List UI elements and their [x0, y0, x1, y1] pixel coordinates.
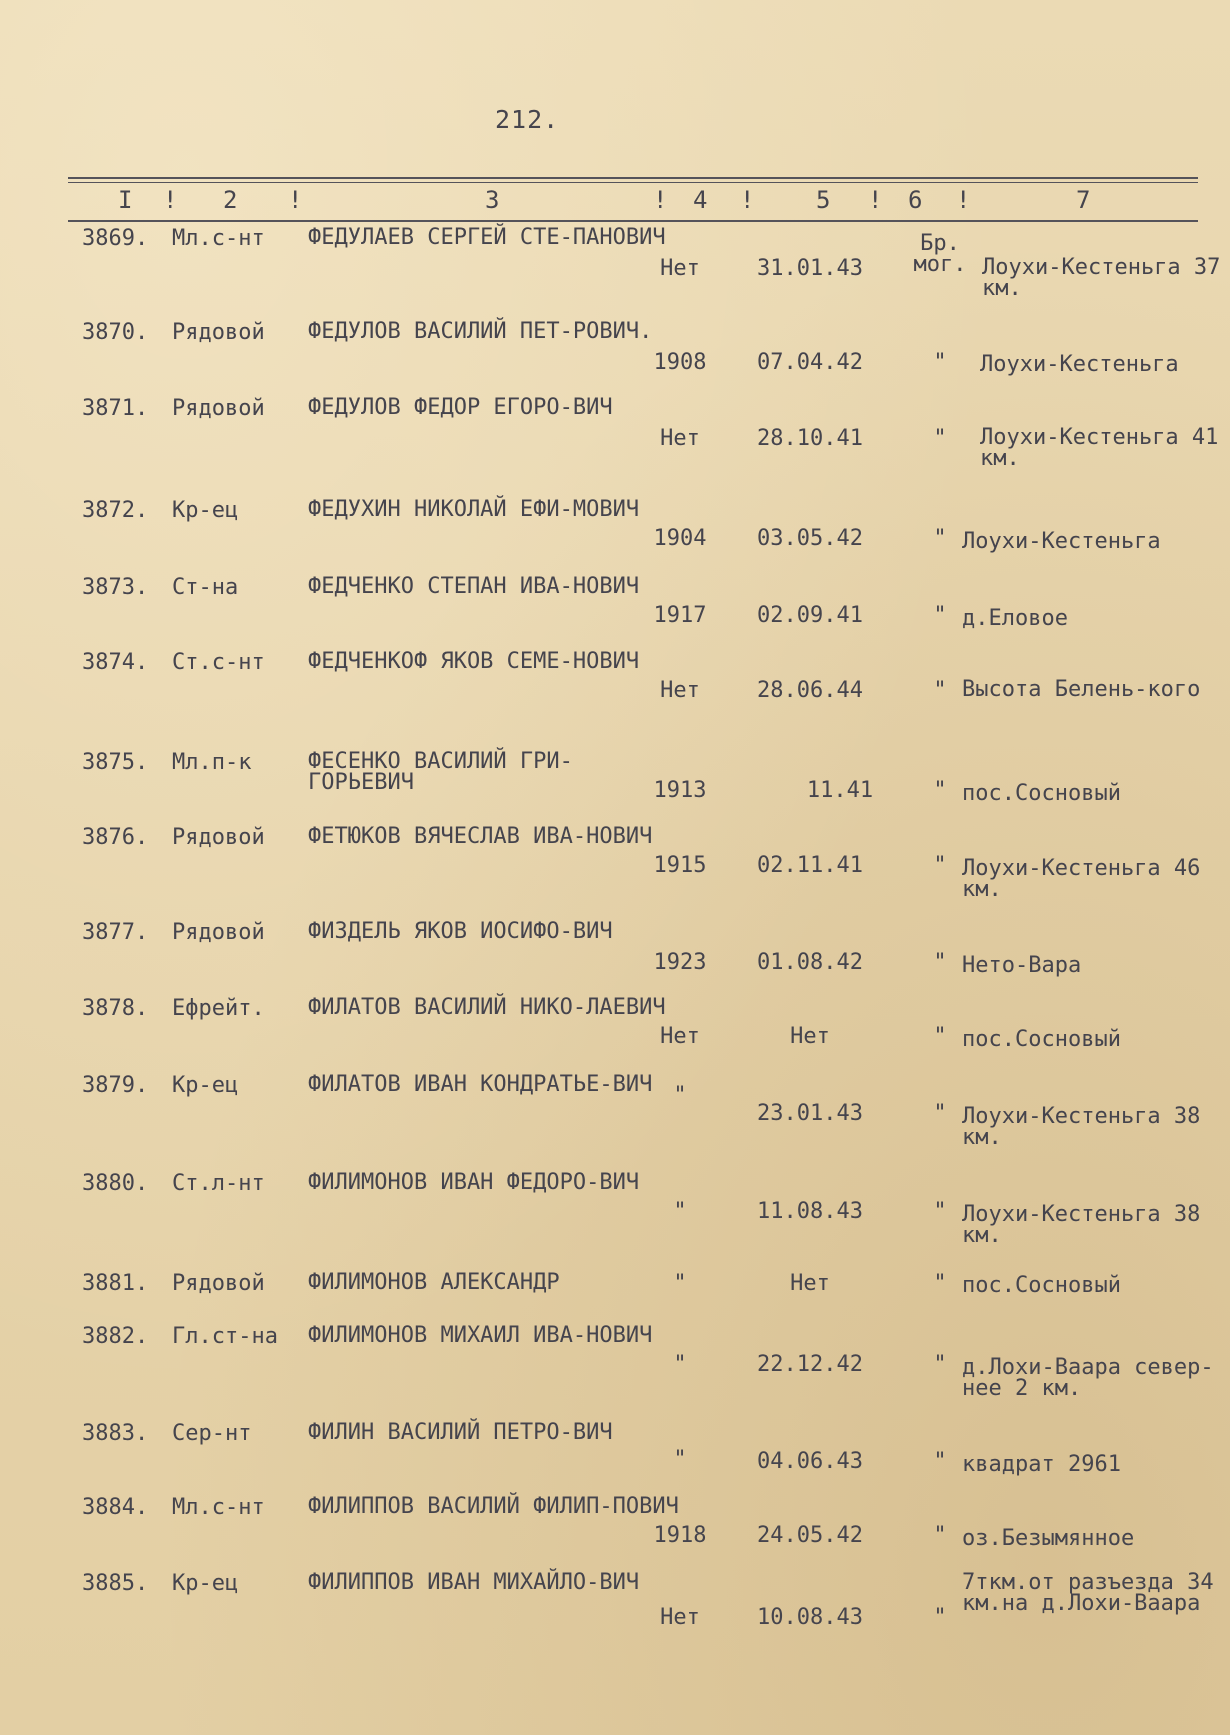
- row-place: пос.Сосновый: [962, 1027, 1121, 1052]
- row-date: 04.06.43: [757, 1449, 863, 1474]
- row-rank: Гл.ст-на: [172, 1324, 278, 1349]
- row-name: ФИЛИМОНОВ МИХАИЛ ИВА-НОВИЧ: [308, 1323, 653, 1348]
- table-header: [68, 184, 1198, 220]
- row-burial: ": [933, 1199, 947, 1224]
- row-year: ": [673, 1352, 687, 1377]
- header-sep-4: !: [740, 186, 755, 214]
- row-year: 1908: [653, 350, 707, 375]
- row-date: 24.05.42: [757, 1523, 863, 1548]
- table-top-rule: [68, 177, 1198, 179]
- row-burial: Бр. мог.: [913, 231, 967, 277]
- row-place: Лоухи-Кестеньга 46 км.: [962, 856, 1201, 902]
- row-name: ФЕДУЛАЕВ СЕРГЕЙ СТЕ-ПАНОВИЧ: [308, 225, 666, 250]
- row-name: ФИЛИППОВ ВАСИЛИЙ ФИЛИП-ПОВИЧ: [308, 1494, 679, 1519]
- row-burial: ": [933, 853, 947, 878]
- row-year: 1913: [653, 778, 707, 803]
- row-rank: Кр-ец: [172, 1571, 239, 1596]
- row-name: ФЕСЕНКО ВАСИЛИЙ ГРИ-ГОРЬЕВИЧ: [308, 749, 573, 795]
- row-name: ФЕДУЛОВ ВАСИЛИЙ ПЕТ-РОВИЧ.: [308, 319, 653, 344]
- header-sep-6: !: [956, 186, 971, 214]
- header-sep-5: !: [868, 186, 883, 214]
- header-col-7: 7: [1076, 186, 1091, 214]
- row-rank: Мл.с-нт: [172, 1495, 265, 1520]
- row-rank: Рядовой: [172, 1271, 265, 1296]
- row-place: Лоухи-Кестеньга 38 км.: [962, 1202, 1201, 1248]
- header-col-2: 2: [223, 186, 238, 214]
- table-header-rule: [68, 220, 1198, 222]
- row-rank: Кр-ец: [172, 1073, 239, 1098]
- row-number: 3881.: [82, 1271, 149, 1296]
- row-burial: ": [933, 1271, 947, 1296]
- row-date: 11.08.43: [757, 1199, 863, 1224]
- row-place: пос.Сосновый: [962, 781, 1121, 806]
- row-year: ": [673, 1447, 687, 1472]
- row-year: 1918: [653, 1523, 707, 1548]
- row-year: 1917: [653, 603, 707, 628]
- row-date: 28.10.41: [757, 426, 863, 451]
- row-date: 23.01.43: [757, 1101, 863, 1126]
- row-place: Лоухи-Кестеньга 37 км.: [982, 255, 1221, 301]
- row-name: ФИЛИМОНОВ ИВАН ФЕДОРО-ВИЧ: [308, 1170, 640, 1195]
- row-number: 3871.: [82, 396, 149, 421]
- row-place: Высота Белень-кого: [962, 677, 1201, 702]
- row-year: 1915: [653, 853, 707, 878]
- header-col-5: 5: [816, 186, 831, 214]
- row-date: 03.05.42: [757, 526, 863, 551]
- header-sep-3: !: [653, 186, 668, 214]
- row-place: д.Еловое: [962, 606, 1068, 631]
- row-year: Нет: [660, 1605, 700, 1630]
- row-burial: ": [933, 426, 947, 451]
- row-rank: Ефрейт.: [172, 996, 265, 1021]
- row-number: 3877.: [82, 920, 149, 945]
- row-year: 1904: [653, 526, 707, 551]
- table-top-rule-thin: [68, 182, 1198, 183]
- row-burial: ": [933, 678, 947, 703]
- row-burial: ": [933, 1024, 947, 1049]
- row-place: квадрат 2961: [962, 1452, 1121, 1477]
- row-date: 01.08.42: [757, 950, 863, 975]
- row-number: 3870.: [82, 320, 149, 345]
- row-date: 02.11.41: [757, 853, 863, 878]
- row-name: ФИЛИППОВ ИВАН МИХАЙЛО-ВИЧ: [308, 1570, 640, 1595]
- row-number: 3875.: [82, 750, 149, 775]
- row-number: 3882.: [82, 1324, 149, 1349]
- row-date: 31.01.43: [757, 256, 863, 281]
- row-name: ФИЛАТОВ ИВАН КОНДРАТЬЕ-ВИЧ: [308, 1072, 653, 1097]
- row-burial: ": [933, 778, 947, 803]
- row-number: 3874.: [82, 650, 149, 675]
- header-sep-2: !: [288, 186, 303, 214]
- row-date: Нет: [790, 1024, 830, 1049]
- row-year: Нет: [660, 678, 700, 703]
- row-year: ": [673, 1199, 687, 1224]
- header-col-4: 4: [693, 186, 708, 214]
- row-date: 07.04.42: [757, 350, 863, 375]
- row-place: д.Лохи-Ваара север-нее 2 км.: [962, 1355, 1214, 1401]
- row-place: оз.Безымянное: [962, 1526, 1135, 1551]
- row-rank: Мл.п-к: [172, 750, 252, 775]
- row-number: 3873.: [82, 575, 149, 600]
- row-year: 1923: [653, 950, 707, 975]
- row-place: Лоухи-Кестеньга 41 км.: [980, 425, 1219, 471]
- row-year: ": [673, 1271, 687, 1296]
- row-name: ФЕТЮКОВ ВЯЧЕСЛАВ ИВА-НОВИЧ: [308, 824, 653, 849]
- row-number: 3869.: [82, 226, 149, 251]
- row-burial: ": [933, 1101, 947, 1126]
- row-rank: Ст.л-нт: [172, 1171, 265, 1196]
- row-rank: Сер-нт: [172, 1421, 252, 1446]
- row-year: ": [673, 1083, 687, 1108]
- row-rank: Ст-на: [172, 575, 239, 600]
- row-burial: ": [933, 350, 947, 375]
- page-number: 212.: [495, 105, 560, 134]
- row-rank: Рядовой: [172, 396, 265, 421]
- row-rank: Кр-ец: [172, 498, 239, 523]
- row-name: ФЕДУХИН НИКОЛАЙ ЕФИ-МОВИЧ: [308, 497, 640, 522]
- row-number: 3872.: [82, 498, 149, 523]
- row-number: 3885.: [82, 1571, 149, 1596]
- row-year: Нет: [660, 1024, 700, 1049]
- row-number: 3880.: [82, 1171, 149, 1196]
- row-name: ФИЛАТОВ ВАСИЛИЙ НИКО-ЛАЕВИЧ: [308, 995, 666, 1020]
- row-rank: Мл.с-нт: [172, 226, 265, 251]
- row-rank: Ст.с-нт: [172, 650, 265, 675]
- row-name: ФЕДУЛОВ ФЕДОР ЕГОРО-ВИЧ: [308, 395, 613, 420]
- row-burial: ": [933, 1605, 947, 1630]
- row-number: 3878.: [82, 996, 149, 1021]
- row-burial: ": [933, 526, 947, 551]
- row-name: ФЕДЧЕНКО СТЕПАН ИВА-НОВИЧ: [308, 574, 640, 599]
- header-col-1: I: [118, 186, 133, 214]
- row-rank: Рядовой: [172, 320, 265, 345]
- header-sep-1: !: [163, 186, 178, 214]
- row-place: Лоухи-Кестеньга 38 км.: [962, 1104, 1201, 1150]
- row-place: Нето-Вара: [962, 953, 1082, 978]
- row-name: ФИЛИН ВАСИЛИЙ ПЕТРО-ВИЧ: [308, 1420, 613, 1445]
- row-burial: ": [933, 1523, 947, 1548]
- row-rank: Рядовой: [172, 825, 265, 850]
- row-place: Лоухи-Кестеньга: [962, 529, 1161, 554]
- row-date: 28.06.44: [757, 678, 863, 703]
- row-number: 3876.: [82, 825, 149, 850]
- row-place: пос.Сосновый: [962, 1273, 1121, 1298]
- row-date: 11.41: [806, 778, 874, 803]
- row-burial: ": [933, 1352, 947, 1377]
- row-burial: ": [933, 1449, 947, 1474]
- row-number: 3883.: [82, 1421, 149, 1446]
- row-year: Нет: [660, 256, 700, 281]
- row-burial: ": [933, 603, 947, 628]
- row-name: ФИЗДЕЛЬ ЯКОВ ИОСИФО-ВИЧ: [308, 919, 613, 944]
- row-number: 3884.: [82, 1495, 149, 1520]
- row-place: Лоухи-Кестеньга: [980, 352, 1179, 377]
- row-place: 7ткм.от разъезда 34 км.на д.Лохи-Ваара: [962, 1570, 1214, 1616]
- row-year: Нет: [660, 426, 700, 451]
- row-rank: Рядовой: [172, 920, 265, 945]
- header-col-6: 6: [908, 186, 923, 214]
- row-name: ФИЛИМОНОВ АЛЕКСАНДР: [308, 1270, 560, 1295]
- row-name: ФЕДЧЕНКОФ ЯКОВ СЕМЕ-НОВИЧ: [308, 649, 640, 674]
- row-burial: ": [933, 950, 947, 975]
- header-col-3: 3: [485, 186, 500, 214]
- row-date: 10.08.43: [757, 1605, 863, 1630]
- row-date: 02.09.41: [757, 603, 863, 628]
- row-number: 3879.: [82, 1073, 149, 1098]
- row-date: 22.12.42: [757, 1352, 863, 1377]
- row-date: Нет: [790, 1271, 830, 1296]
